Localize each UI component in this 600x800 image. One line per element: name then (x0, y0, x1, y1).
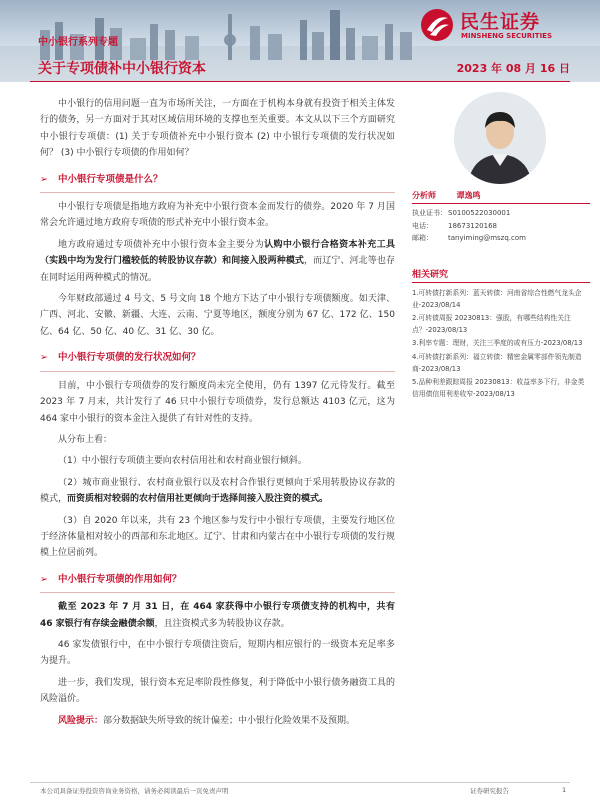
minsheng-logo (420, 4, 580, 48)
related-item[interactable]: 5.品种利差跟踪周报 20230813：收益率多下行，非金类信用债信用利差收窄-2023/08/13 (412, 377, 585, 399)
related-item[interactable]: 4.可转债打新系列：福立转债：精密金属零部件领先制造商-2023/08/13 (412, 352, 582, 373)
report-header (0, 0, 600, 82)
analyst-photo (454, 92, 546, 184)
section-3-heading: ➢ 中小银行专项债的作用如何？ (40, 572, 395, 593)
analyst-license: 执业证书：S0100522030001 (412, 209, 511, 217)
sec1-paragraph-2: 地方政府通过专项债补充中小银行资本金主要分为认购中小银行合格资本补充工具（实践中均为发行门槛较低的转股协议存款）和间接入股两种模式，而辽宁、河北等也存在同时运用两种模式的情况。 (40, 239, 395, 283)
analyst-header: 分析师 谭逸鸣 (412, 190, 590, 204)
analyst-info (412, 207, 590, 245)
analyst-email[interactable]: 邮箱： tanyiming@mszq.com (412, 234, 526, 242)
sec1-paragraph-1: 中小银行专项债是指地方政府为补充中小银行资本金而发行的债券。2020 年 7 月国常会允许通过地方政府专项债的形式补充中小银行资本金。 (40, 202, 395, 229)
page-number: 1 (562, 786, 567, 794)
logo-text-en: MINSHENG SECURITIES (461, 32, 552, 40)
sec3-paragraph-2: 46 家发债银行中，在中小银行专项债注资后，短期内相应银行的一级资本充足率多为提升。 (40, 639, 395, 667)
header-divider (30, 81, 570, 82)
sec1-paragraph-3: 今年财政部通过 4 号文、5 号文向 18 个地方下达了中小银行专项债额度。如天津、广西、河北、安徽、新疆、大连、云南、宁夏等地区，额度分别为 67 亿、172 亿、150 亿、64 亿、50 亿、40 亿、31 亿、30 亿。 (40, 294, 395, 337)
related-item[interactable]: 1.可转债打新系列：蓝天转债：河南省综合性燃气龙头企业-2023/08/14 (412, 288, 582, 309)
analyst-phone: 电话： 18673120168 (412, 221, 497, 230)
related-research-title: 相关研究 (412, 267, 590, 283)
minsheng-logo-icon (420, 8, 454, 42)
sec3-paragraph-1: 截至 2023 年 7 月 31 日，在 464 家获得中小银行专项债支持的机构中，共有 46 家银行有存续金融债余额，且注资模式多为转股协议存款。 (40, 602, 395, 629)
chevron-right-icon: ➢ (40, 173, 48, 185)
related-item[interactable]: 2.可转债周报 20230813：强股，有哪些结构性关注点？-2023/08/13 (412, 313, 571, 335)
intro-paragraph: 中小银行的信用问题一直为市场所关注，一方面在于机构本身就有投资于相关主体发行的债务，另一方面对于其对区域信用环境的支撑也至关重要。本文从以下三个方面研究中小银行专项债：(1) 关于专项债补充中小银行资本 (2) 中小银行专项债的发行状况如何？ (3) 中小银行专项债的作用如何？ (40, 99, 395, 159)
section-1-heading: ➢ 中小银行专项债是什么？ (40, 172, 395, 193)
page-title: 关于专项债补中小银行资本 (38, 61, 206, 77)
chevron-right-icon: ➢ (40, 573, 48, 585)
series-label: 中小银行系列专题 (38, 37, 118, 48)
sec3-paragraph-3: 进一步，我们发现，银行资本充足率阶段性修复，利于降低中小银行债务融资工具的风险溢价。 (40, 677, 395, 705)
report-date: 2023 年 08 月 16 日 (456, 62, 570, 75)
section-2-heading: ➢ 中小银行专项债的发行状况如何？ (40, 350, 395, 371)
risk-warning: 风险提示：部分数据缺失所导致的统计偏差；中小银行化险效果不及预期。 (58, 715, 356, 726)
footer-disclaimer: 本公司具备证券投资咨询业务资格，请务必阅读最后一页免责声明 (40, 787, 229, 795)
sec2-paragraph-3: （1）中小银行专项债主要向农村信用社和农村商业银行倾斜。 (58, 456, 307, 467)
footer-divider (30, 782, 570, 783)
sec2-paragraph-2: 从分布上看： (58, 434, 113, 445)
sec2-paragraph-1: 目前，中小银行专项债券的发行额度尚未完全使用，仍有 1397 亿元待发行。截至 2023 年 7 月末，共计发行了 46 只中小银行专项债券，发行总额达 4103 亿元，这为 464 家中小银行的资本金注入提供了有针对性的支持。 (40, 380, 395, 424)
report-body (40, 96, 395, 734)
chevron-right-icon: ➢ (40, 352, 48, 364)
analyst-name: 谭逸鸣 (456, 191, 481, 200)
sec2-paragraph-5: （3）自 2020 年以来，共有 23 个地区参与发行中小银行专项债，主要发行地区位于经济体量相对较小的西部和东北地区。辽宁、甘肃和内蒙古在中小银行专项债的发行规模上位居前列。 (40, 515, 395, 559)
analyst-sidebar (412, 92, 590, 401)
sec2-paragraph-4: （2）城市商业银行、农村商业银行以及农村合作银行更倾向于采用转股协议存款的模式，而资质相对较弱的农村信用社更倾向于选择间接入股注资的模式。 (40, 477, 395, 505)
related-research-list (412, 287, 590, 401)
footer-doc-type: 证券研究报告 (470, 787, 509, 795)
logo-text-cn: 民生证券 (460, 11, 541, 33)
related-item[interactable]: 3.利率专题：理财，关注三季度的或有压力-2023/08/13 (412, 339, 583, 348)
